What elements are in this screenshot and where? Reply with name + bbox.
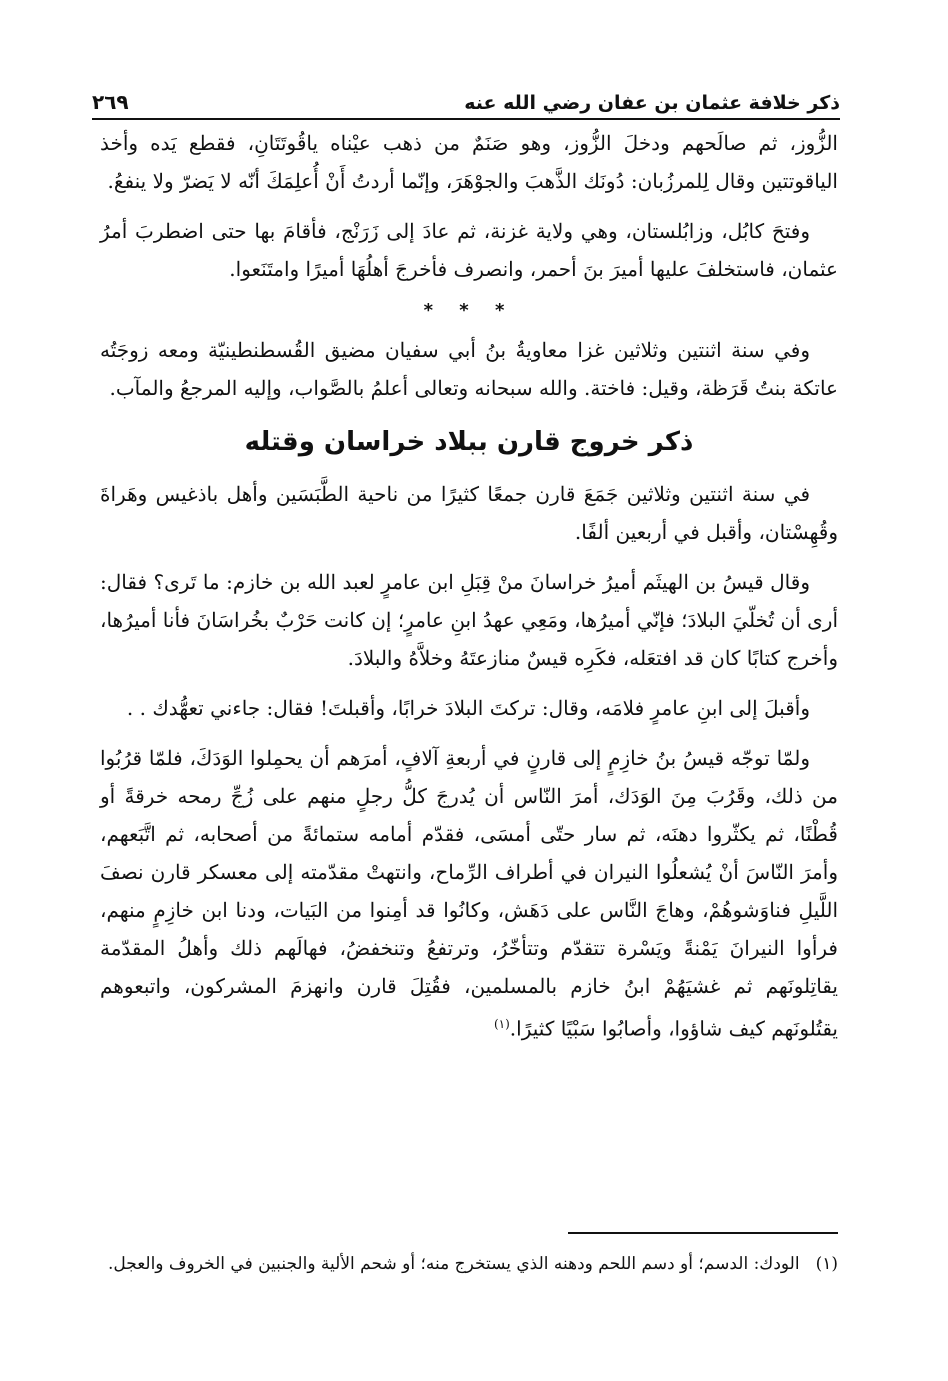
- footnote-divider: [568, 1232, 838, 1234]
- paragraph: في سنة اثنتين وثلاثين جَمَعَ قارن جمعًا كثيرًا من ناحية الطَّبَسَين وأهل باذغيس وهَراةَ وقُهِسْتان، وأقبل في أربعين ألفًا.: [100, 482, 838, 544]
- paragraph: وفتحَ كابُل، وزابُلستان، وهي ولاية غزنة، ثم عادَ إلى زَرَنْج، فأقامَ بها حتى اضطربَ أمرُ عثمان، فاستخلفَ عليها أميرَ بنَ أحمر، وانصرف فأخرجَ أهلُهَا أميرًا وامتَنَعوا.: [100, 219, 838, 281]
- paragraph-with-footnote: [100, 739, 838, 1048]
- page-number: ٢٦٩: [92, 90, 129, 114]
- paragraph: وقال قيسُ بن الهيثَم أميرُ خراسانَ منْ قِبَلِ ابن عامرٍ لعبد الله بن خازم: ما تَرى؟ فقال: أرى أن تُخلّيَ البلادَ؛ فإنّي أميرُها، ومَعِي عهدُ ابنِ عامرٍ؛ إن كانت حَرْبٌ بخُراسَانَ فأنا أميرُها، وأخرج كتابًا كان قد افتعَله، فكَرِه قيسٌ منازعتَهُ وخلاَّهُ والبلادَ.: [100, 570, 838, 670]
- paragraph-text: ولمّا توجّه قيسُ بنُ خازِمٍ إلى قارنٍ في أربعةِ آلافٍ، أمرَهم أن يحمِلوا الوَدَكَ، فلمّا قرُبُوا من ذلك، وقَرُبَ مِنَ الوَدَك، أمرَ النّاس أن يُدرجَ كلُّ رجلٍ منهم على زُجِّ رمحه خرقةً أو قُطْنًا، ثم يكثّروا دهنَه، ثم سار حتّى أمسَى، فقدّم أمامه ستمائةً من أصحابه، ثم اتَّبَعهم، وأمرَ النّاسَ أنْ يُشعلُوا النيران في أطراف الرِّماح، وانتهتْ مقدّمته إلى معسكر قارن نصفَ اللَّيلِ فناوَشوهُمْ، وهاجَ النَّاس على دَهَش، وكانُوا قد أمِنوا من البَيات، ودنا ابن خازِمٍ منهم، فرأوا النيرانَ يَمْنةً ويَسْرة تتقدّم وتتأخّرُ، وترتفعُ وتنخفضُ، فهالَهم ذلك وأهلُ المقدّمة يقاتِلونَهم ثم غشيَهُمْ ابنُ خازم بالمسلمين، فقُتِلَ قارن وانهزمَ المشركون، واتبعوهم يقتُلونَهم كيف شاؤوا، وأصابُوا سَبْيًا كثيرًا.: [100, 746, 838, 1041]
- section-heading: ذكر خروج قارن ببلاد خراسان وقتله: [244, 427, 694, 457]
- page-header: [92, 78, 840, 120]
- running-title: ذكر خلافة عثمان بن عفان رضي الله عنه: [464, 92, 840, 114]
- paragraph: وأقبلَ إلى ابنِ عامرٍ فلامَه، وقال: تركتَ البلادَ خرابًا، وأقبلتَ! فقال: جاءني تعهُّدك . .: [126, 696, 810, 720]
- footnote-text: الودك: الدسم؛ أو دسم اللحم ودهنه الذي يستخرج منه؛ أو شحم الألية والجنبين في الخروف والعجل.: [107, 1254, 800, 1274]
- section-separator: * * *: [423, 300, 515, 321]
- footnote-marker: (١): [815, 1254, 838, 1274]
- paragraph: الزُّوز، ثم صالَحهم ودخلَ الزُّوز، وهو صَنَمٌ من ذهب عيْناه ياقُوتَتَانِ، فقطع يَده وأخذ الياقوتتين وقال لِلمرزُبان: دُونَك الذَّهبَ والجوْهَرَ، وإنّما أردتُ أَنْ أُعلِمَكَ أنّه لا يَضرّ ولا ينفعُ.: [100, 131, 838, 193]
- paragraph: وفي سنة اثنتين وثلاثين غزا معاويةُ بنُ أبي سفيان مضيق القُسطنطينيّة ومعه زوجَتُه عاتكة بنتُ قَرَظة، وقيل: فاختة. والله سبحانه وتعالى أعلمُ بالصَّواب، وإليه المرجعُ والمآب.: [100, 338, 838, 400]
- page-body: [100, 124, 838, 1060]
- footnote-reference: (١): [493, 1017, 510, 1031]
- footnote: [100, 1248, 838, 1280]
